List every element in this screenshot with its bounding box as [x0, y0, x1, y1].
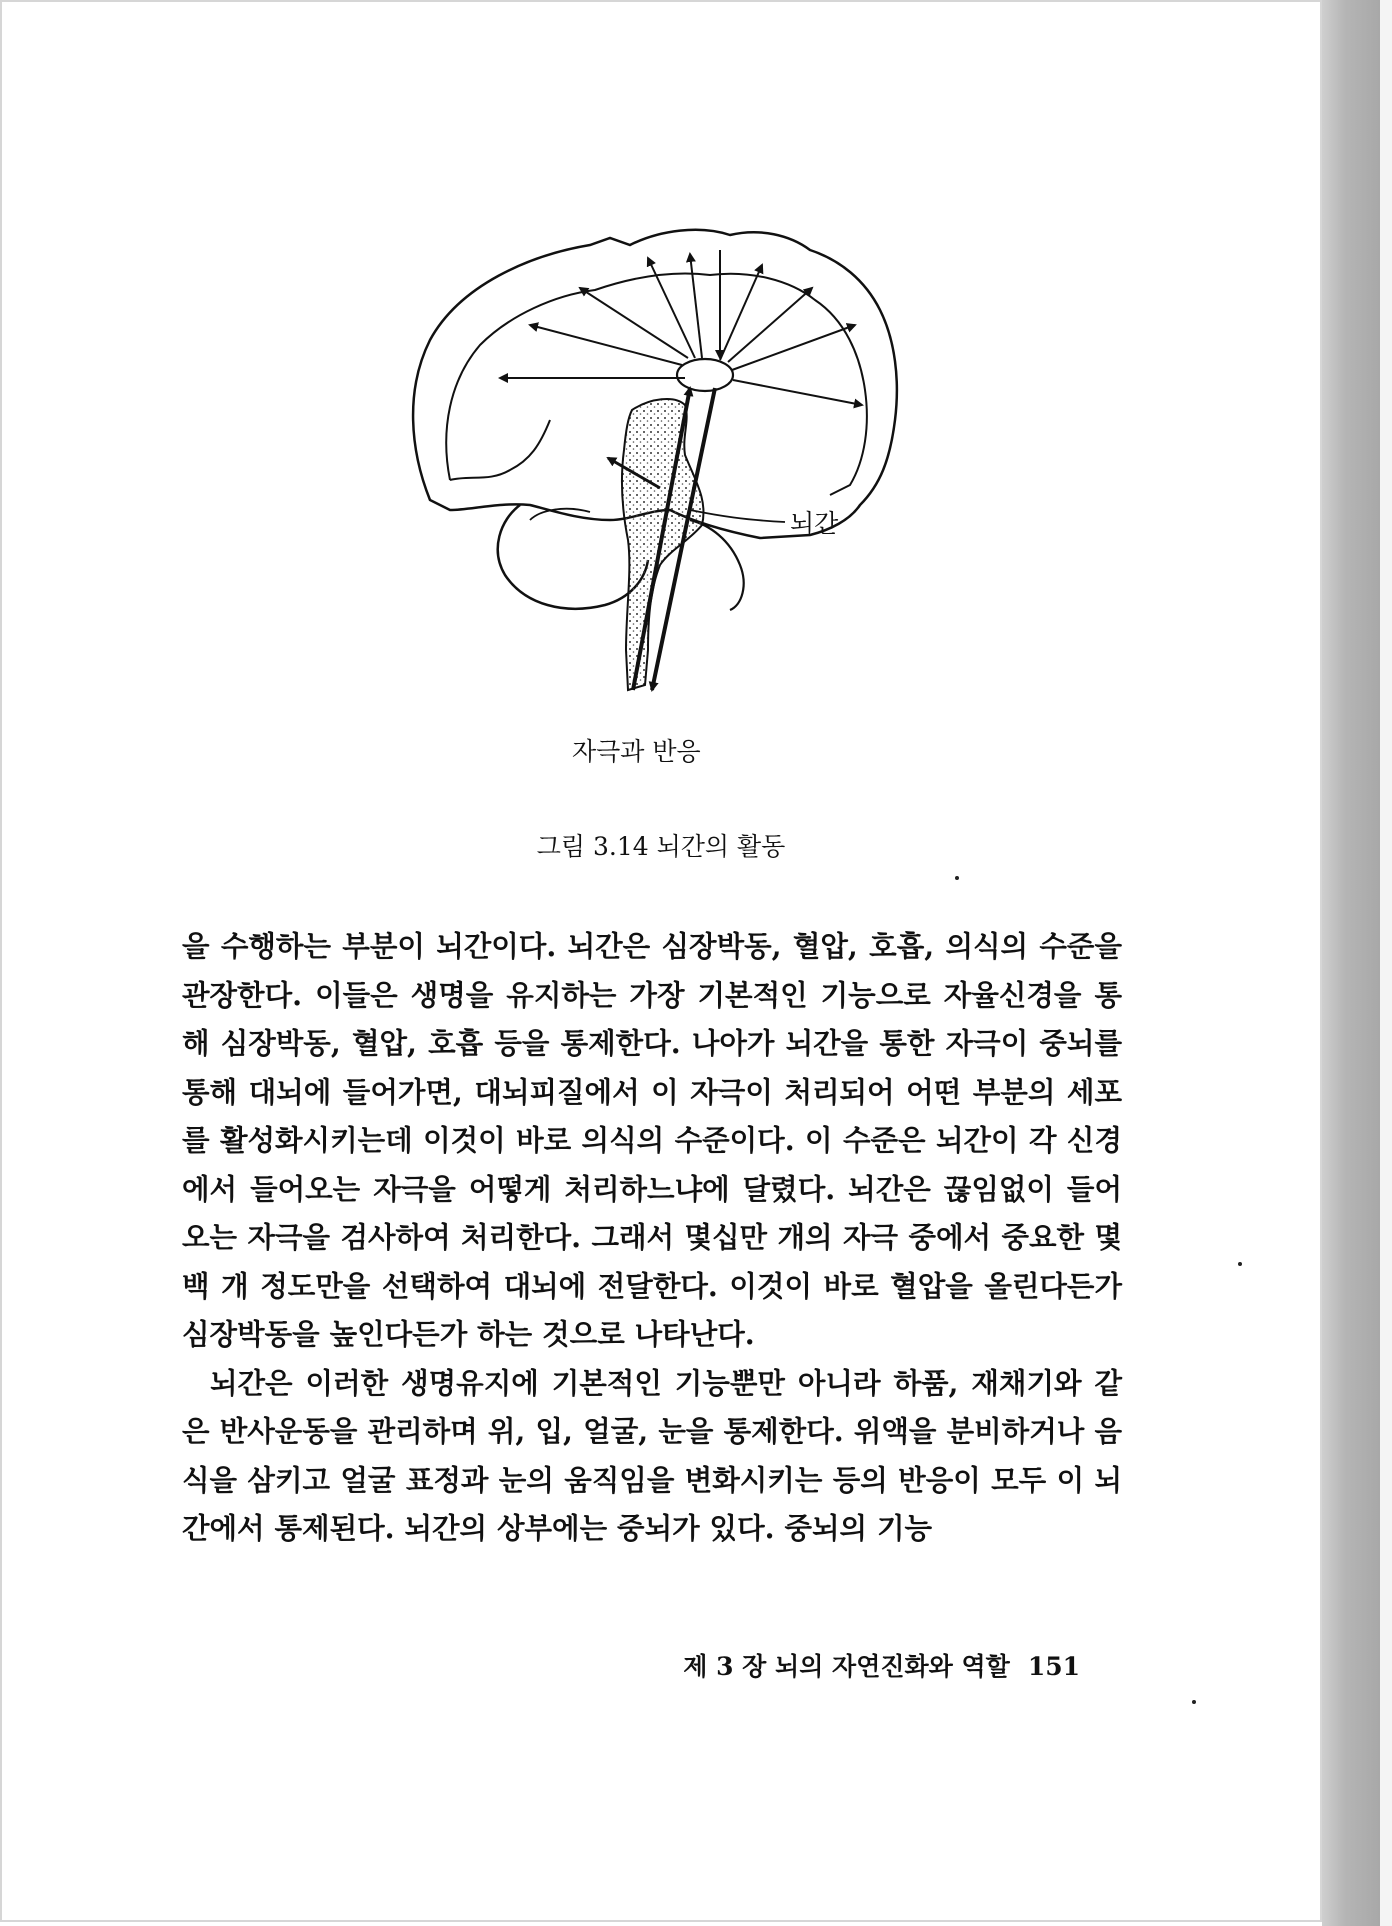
brainstem-figure — [390, 220, 950, 780]
body-text — [182, 922, 1122, 1553]
page-edge-margin — [1380, 0, 1392, 1926]
book-page-edge — [1322, 0, 1380, 1926]
page-footer — [600, 1647, 1080, 1683]
paragraph-2: 뇌간은 이러한 생명유지에 기본적인 기능뿐만 아니라 하품, 재채기와 같은 반사운동을 관리하며 위, 입, 얼굴, 눈을 통제한다. 위액을 분비하거나 음식을 삼키고 얼굴 표정과 눈의 움직임을 변화시키는 등의 반응이 모두 이 뇌간에서 통제된다. 뇌간의 상부에는 중뇌가 있다. 중뇌의 기능 — [182, 1365, 1122, 1545]
arrow-up-left — [580, 288, 688, 358]
label-stimulus-response: 자극과 반응 — [572, 737, 701, 766]
midbrain-ellipse — [677, 359, 733, 391]
arrow-right — [733, 380, 862, 405]
paragraph-1: 을 수행하는 부분이 뇌간이다. 뇌간은 심장박동, 혈압, 호흡, 의식의 수준을 관장한다. 이들은 생명을 유지하는 가장 기본적인 기능으로 자율신경을 통해 심장박동, 혈압, 호흡 등을 통제한다. 나아가 뇌간을 통한 자극이 중뇌를 통해 대뇌에 들어가면, 대뇌피질에서 이 자극이 처리되어 어떤 부분의 세포를 활성화시키는데 이것이 바로 의식의 수준이다. 이 수준은 뇌간이 각 신경에서 들어오는 자극을 어떻게 처리하느냐에 달렸다. 뇌간은 끊임없이 들어오는 자극을 검사하여 처리한다. 그래서 몇십만 개의 자극 중에서 중요한 몇 백 개 정도만을 선택하여 대뇌에 전달한다. 이것이 바로 혈압을 올린다든가 심장박동을 높인다든가 하는 것으로 나타난다. — [182, 929, 1122, 1351]
scan-speck — [1238, 1262, 1242, 1266]
arrow-up-right — [720, 265, 762, 360]
running-footer-chapter: 제 3 장 뇌의 자연진화와 역할 — [683, 1652, 1010, 1681]
brain-diagram — [390, 220, 950, 780]
page-number: 151 — [1027, 1652, 1080, 1681]
scan-speck — [955, 876, 959, 880]
arrow-upper-right — [728, 288, 812, 362]
label-brainstem: 뇌간 — [790, 509, 839, 538]
scan-speck — [1192, 1700, 1196, 1704]
figure-caption: 그림 3.14 뇌간의 활동 — [536, 832, 786, 861]
arrow-up — [690, 254, 702, 358]
cortex-inner-line-2 — [450, 420, 550, 480]
arrow-upper-left — [530, 325, 682, 365]
arrow-right-up — [732, 325, 855, 370]
